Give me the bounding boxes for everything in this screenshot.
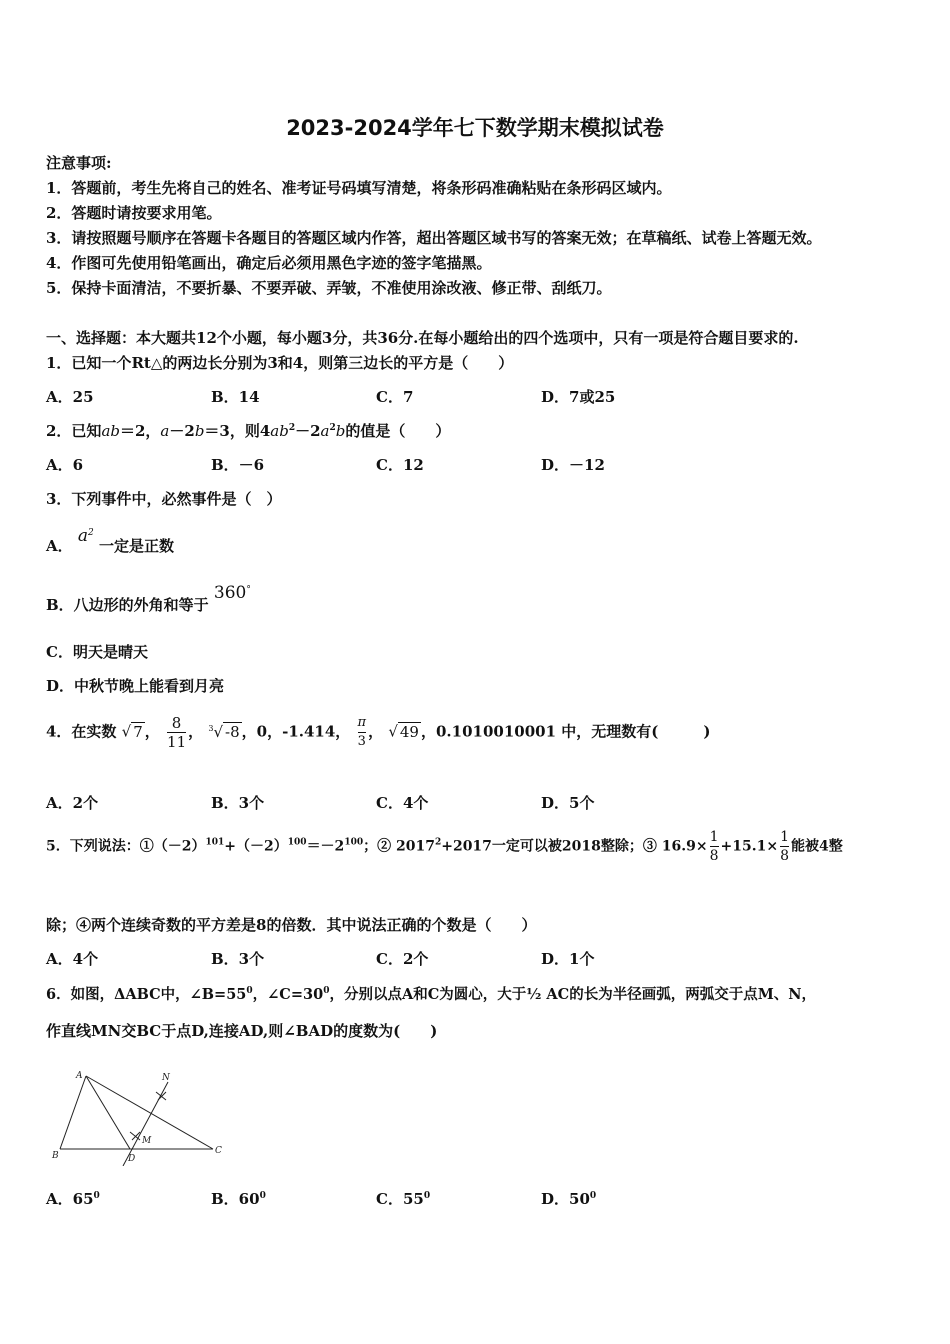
- q2-option-a: A．6: [46, 456, 84, 474]
- label-n: N: [162, 1073, 170, 1083]
- q3-option-b: B．八边形的外角和等于 360°: [46, 583, 251, 614]
- notice-item-4: 4．作图可先使用铅笔画出，确定后必须用黑色字迹的签字笔描黑。: [46, 254, 492, 272]
- q1-option-c: C．7: [376, 388, 414, 406]
- q4-option-b: B．3个: [211, 794, 265, 812]
- q1-stem: 1．已知一个Rt△的两边长分别为3和4，则第三边长的平方是（ ）: [46, 354, 514, 372]
- q5-stem-line2: 除；④两个连续奇数的平方差是8的倍数．其中说法正确的个数是（ ）: [46, 916, 537, 934]
- q2-option-b: B．－6: [211, 456, 265, 474]
- segment-ad: [86, 1076, 130, 1149]
- cbrt-neg8: $^3$√ -8: [208, 722, 240, 741]
- q1-option-b: B．14: [211, 388, 260, 406]
- fraction-1-8-a: $\frac{1}{8}$: [709, 829, 719, 864]
- label-d: D: [128, 1154, 136, 1164]
- label-c: C: [215, 1146, 222, 1156]
- q5-stem-line1: 5．下列说法：$①(-2)^{101}+(-2)^{100}=-2^{100}$；② $2017^2+2017$一定可以被2018整除；③ 16.9× $\frac{1}{8}$ +15.1× $\frac{1}{8}$ 能被4整: [46, 829, 843, 864]
- notice-heading: 注意事项:: [46, 154, 112, 172]
- q3-option-c: C．明天是晴天: [46, 643, 148, 661]
- sqrt-49: √ 49: [388, 722, 419, 741]
- q2-stem: 2．已知ab＝2，a－2b＝3，则$4ab^2-2a^2b$的值是（ ）: [46, 422, 451, 440]
- q1-option-d: D．7或25: [541, 388, 616, 406]
- fraction-pi-3: $\frac{\pi}{3}$: [357, 715, 367, 749]
- q6-option-a: A．$65^0$: [46, 1190, 100, 1208]
- page-title: 2023-2024学年七下数学期末模拟试卷: [286, 116, 664, 140]
- q1-option-a: A．25: [46, 388, 94, 406]
- label-m: M: [142, 1136, 152, 1146]
- q6-stem-line2: 作直线MN交BC于点D,连接AD,则∠BAD的度数为( ): [46, 1022, 438, 1040]
- q2-option-d: D．－12: [541, 456, 605, 474]
- q3-option-a: A． $a^2$ 一定是正数: [46, 526, 174, 555]
- triangle-figure: [48, 1066, 228, 1166]
- q4-stem: 4．在实数 √ 7 ， $\frac{8}{11}$ ， $^3$√ -8 ，0，-1.414， $\frac{\pi}{3}$ ， √ 49 ，0.1010010001 中，无理数有( ): [46, 714, 711, 751]
- q3-stem: 3．下列事件中，必然事件是（ ）: [46, 490, 282, 508]
- q6-option-d: D．$50^0$: [541, 1190, 597, 1208]
- q6-option-b: B．$60^0$: [211, 1190, 266, 1208]
- sqrt-7: √ 7: [121, 722, 143, 741]
- notice-item-5: 5．保持卡面清洁，不要折暴、不要弄破、弄皱，不准使用涂改液、修正带、刮纸刀。: [46, 279, 612, 297]
- q4-option-c: C．4个: [376, 794, 429, 812]
- q5-option-d: D．1个: [541, 950, 595, 968]
- label-a: A: [76, 1071, 83, 1081]
- notice-item-3: 3．请按照题号顺序在答题卡各题目的答题区域内作答，超出答题区域书写的答案无效；在草稿纸、试卷上答题无效。: [46, 229, 822, 247]
- q4-option-d: D．5个: [541, 794, 595, 812]
- notice-item-1: 1．答题前，考生先将自己的姓名、准考证号码填写清楚，将条形码准确粘贴在条形码区域内。: [46, 179, 672, 197]
- fraction-1-8-b: $\frac{1}{8}$: [780, 829, 789, 864]
- q6-stem-line1: 6．如图，ΔABC中，$\angle B=55^0$，$\angle C=30^0$，分别以点A和C为圆心，大于½ AC的长为半径画弧，两弧交于点M、N，: [46, 986, 817, 1003]
- fraction-8-11: $\frac{8}{11}$: [167, 714, 187, 751]
- q5-option-b: B．3个: [211, 950, 265, 968]
- notice-item-2: 2．答题时请按要求用笔。: [46, 204, 222, 222]
- q4-option-a: A．2个: [46, 794, 99, 812]
- arc-mark-n: [156, 1092, 166, 1100]
- q2-option-c: C．12: [376, 456, 424, 474]
- arc-mark-m: [130, 1132, 140, 1140]
- q6-option-c: C．$55^0$: [376, 1190, 431, 1208]
- q5-option-c: C．2个: [376, 950, 429, 968]
- label-b: B: [52, 1151, 59, 1161]
- q3-option-d: D．中秋节晚上能看到月亮: [46, 677, 225, 695]
- q5-option-a: A．4个: [46, 950, 99, 968]
- side-ab: [60, 1076, 86, 1149]
- section-heading: 一、选择题：本大题共12个小题，每小题3分，共36分.在每小题给出的四个选项中，只有一项是符合题目要求的.: [46, 329, 799, 347]
